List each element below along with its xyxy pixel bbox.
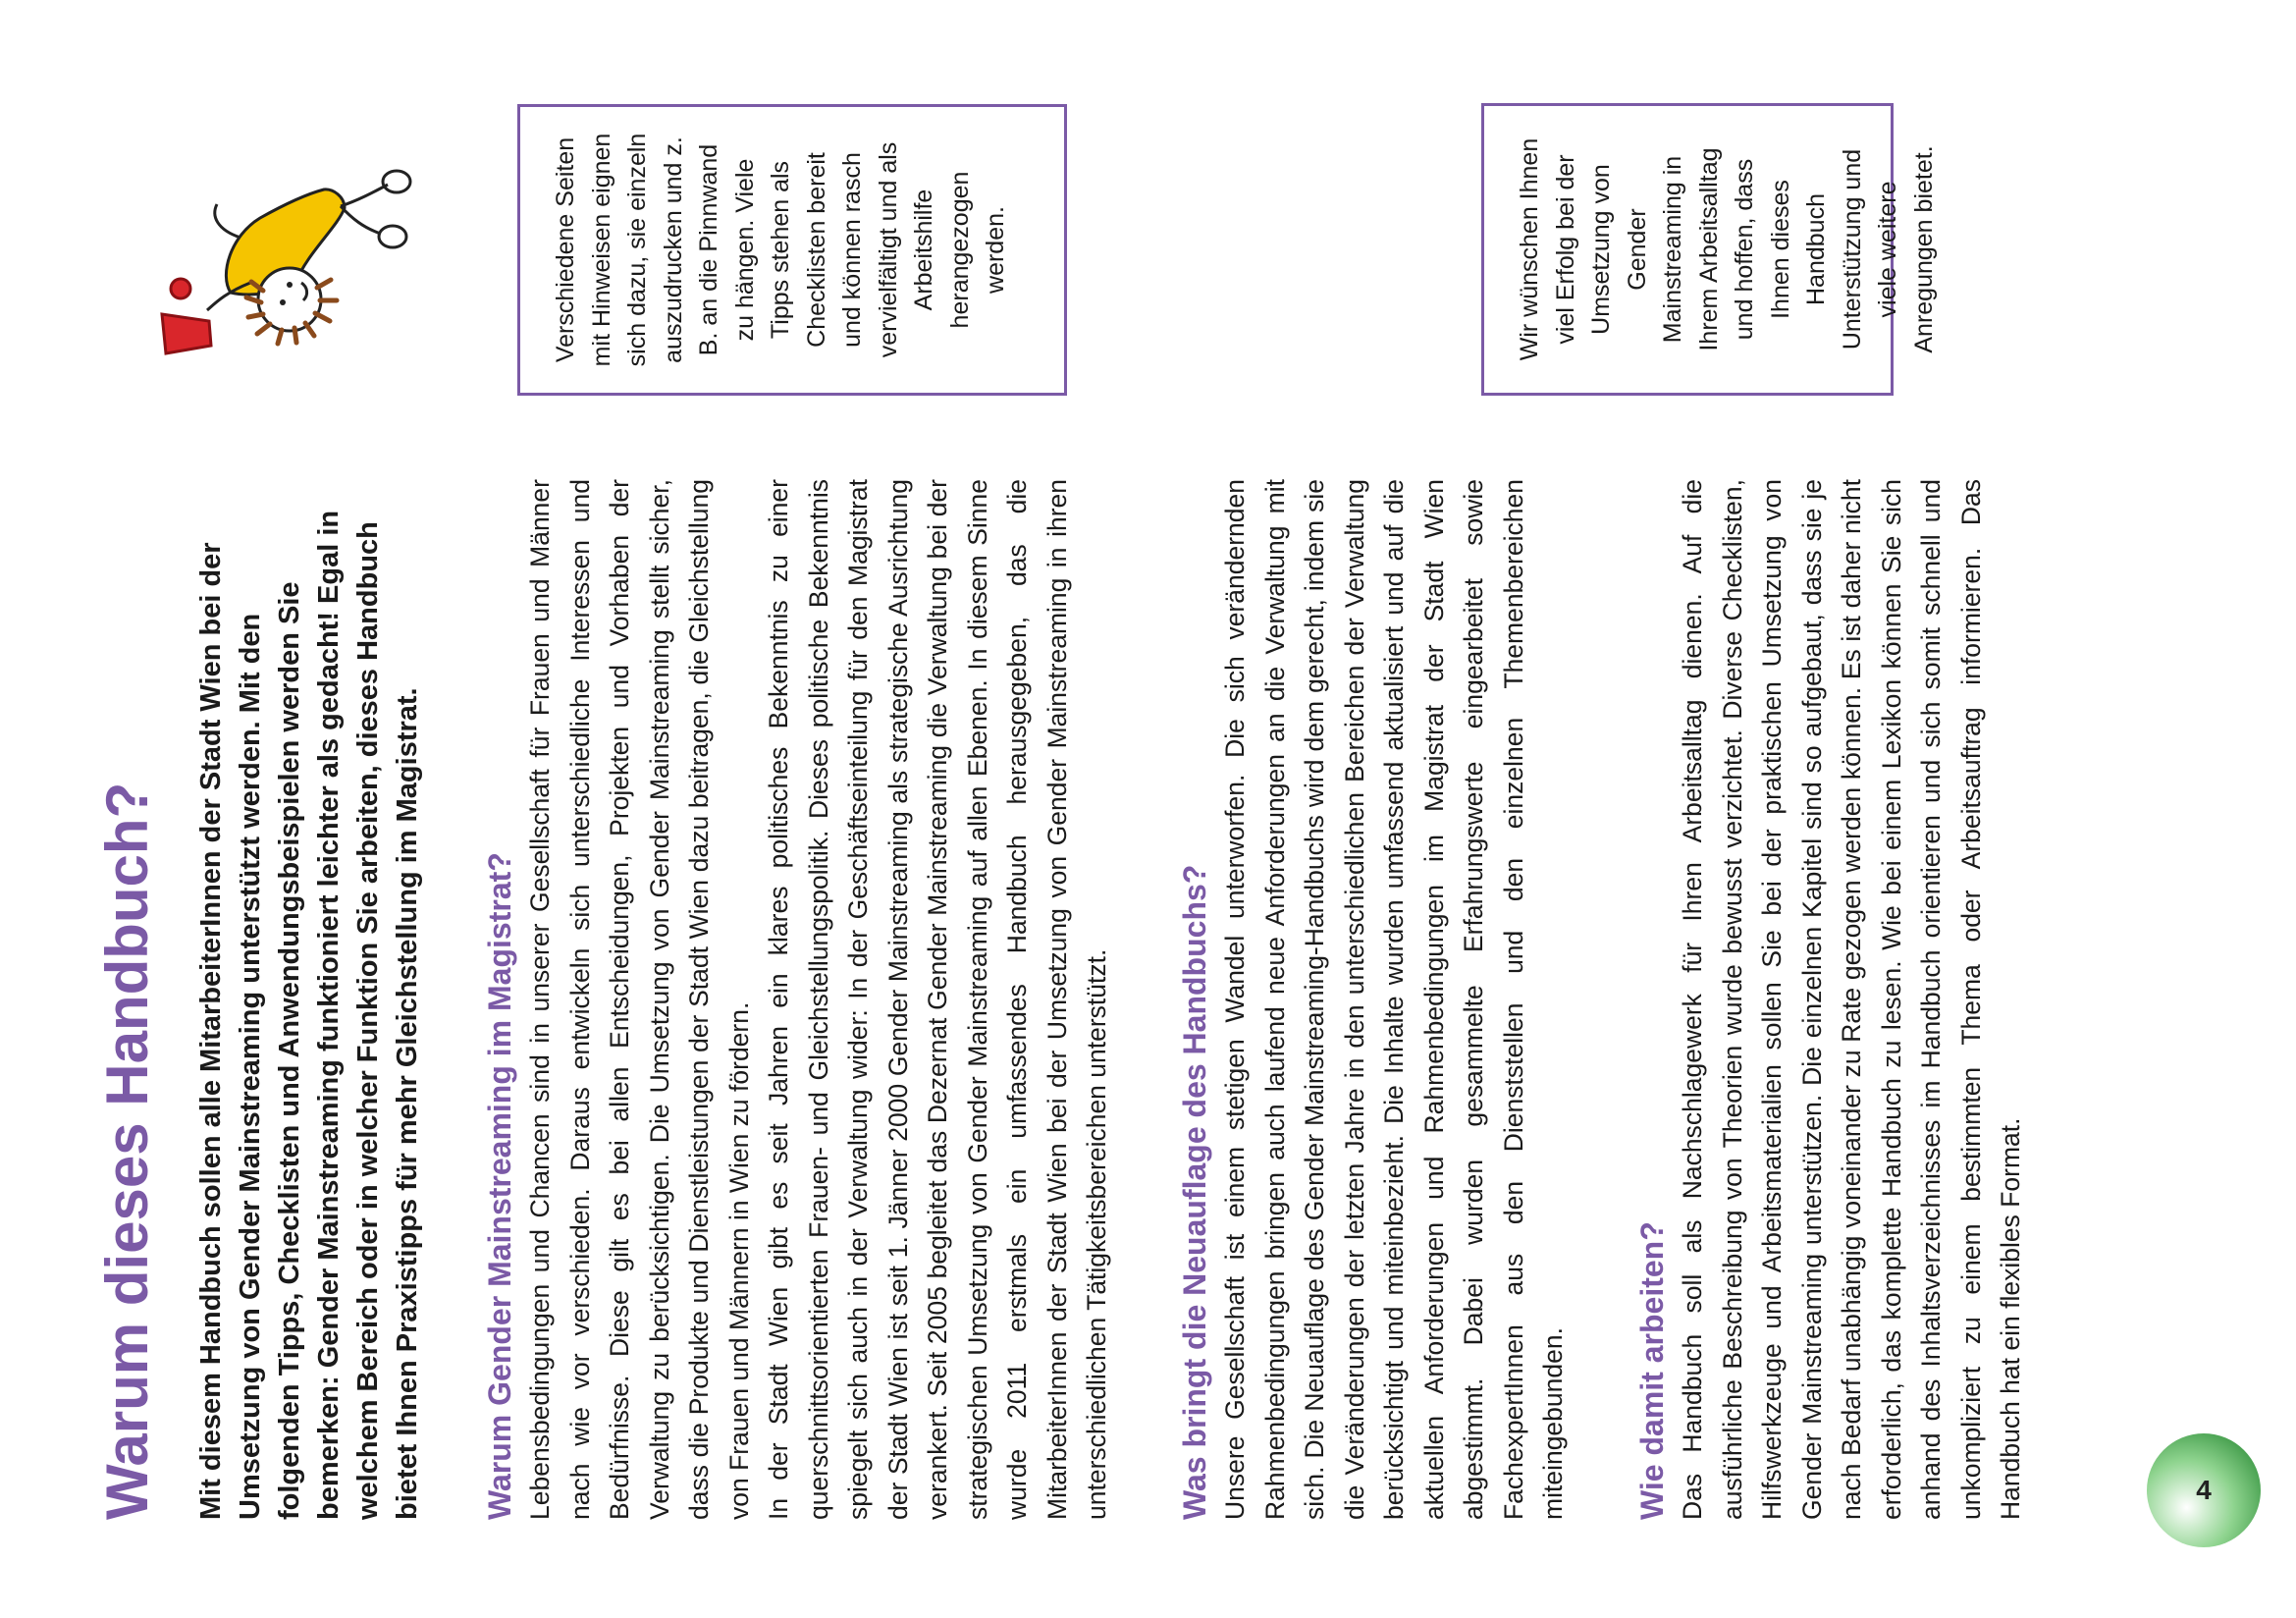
tip-box-wuensche: Wir wünschen Ihnen viel Erfolg bei der Umsetzung von Gender Mainstreaming in Ihrem Arbeitsalltag und hoffen, dass Ihnen dieses Handbuch Unterstützung und viele weitere Anregungen bietet. [1481, 103, 1894, 396]
section-heading: Was bringt die Neuauflage des Handbuchs? [1177, 864, 1212, 1520]
section-heading: Wie damit arbeiten? [1634, 1221, 1670, 1520]
tip-box-ausdrucken: Verschiedene Seiten mit Hinweisen eignen sich dazu, sie einzeln auszudrucken und z. B. an die Pinnwand zu hängen. Viele Tipps stehen als Checklisten bereit und können rasch vervielfältigt und als Arbeitshilfe herangezogen werden. [517, 104, 1067, 396]
page-number: 4 [2196, 1475, 2212, 1505]
section-paragraph: Unsere Gesellschaft ist einem stetigen Wandel unterworfen. Die sich verändernden Rahmenbedingungen bringen auch laufend neue Anforderungen an die Verwaltung mit sich. Die Neuauflage des Gender Mainstreaming-Handbuchs wird dem gerecht, indem sie die Veränderungen der letzten Jahre in den unterschiedlichen Bereichen der Verwaltung berücksichtigt und miteinbezieht. Die Inhalte wurden umfassend aktualisiert und auf die aktuellen Anforderungen und Rahmenbedingungen im Magistrat der Stadt Wien abgestimmt. Dabei wurden gesammelte Erfahrungswerte eingearbeitet sowie FachexpertInnen aus den Dienststellen und den einzelnen Themenbereichen miteingebunden. [1220, 479, 1568, 1520]
section-paragraph: Lebensbedingungen und Chancen sind in unserer Gesellschaft für Frauen und Männer nach wie vor verschieden. Daraus entwickeln sich unterschiedliche Interessen und Bedürfnisse. Diese gilt es bei allen Entscheidungen, Projekten und Vorhaben der Verwaltung zu berücksichtigen. Die Umsetzung von Gender Mainstreaming stellt sicher, dass die Produkte und Dienstleistungen der Stadt Wien dazu beitragen, die Gleichstellung von Frauen und Männern in Wien zu fördern. [525, 479, 754, 1520]
intro-paragraph: Mit diesem Handbuch sollen alle MitarbeiterInnen der Stadt Wien bei der Umsetzung von Gender Mainstreaming unterstützt werden. Mit den folgenden Tipps, Checklisten und Anwendungsbeispielen werden Sie bemerken: Gender Mainstreaming funktioniert leichter als gedacht! Egal in welchem Bereich oder in welcher Funktion Sie arbeiten, dieses Handbuch bietet Ihnen Praxistipps für mehr Gleichstellung im Magistrat. [195, 510, 423, 1520]
section-warum-gender-mainstreaming [479, 479, 1117, 1520]
section-paragraph: Das Handbuch soll als Nachschlagewerk für Ihren Arbeitsalltag dienen. Auf die ausführliche Beschreibung von Theorien wurde bewusst verzichtet. Diverse Checklisten, Hilfswerkzeuge und Arbeitsmaterialien sollen Sie bei der praktischen Umsetzung von Gender Mainstreaming unterstützen. Die einzelnen Kapitel sind so aufgebaut, dass sie je nach Bedarf unabhängig voneinander zu Rate gezogen werden können. Es ist daher nicht erforderlich, das komplette Handbuch zu lesen. Wie bei einem Lexikon können Sie sich anhand des Inhaltsverzeichnisses im Handbuch orientieren und sich somit schnell und unkompliziert zu einem bestimmten Thema oder Arbeitsauftrag informieren. Das Handbuch hat ein flexibles Format. [1678, 479, 2025, 1520]
section-heading: Warum Gender Mainstreaming im Magistrat? [482, 852, 517, 1520]
page-title: Warum dieses Handbuch? [94, 782, 160, 1520]
section-paragraph: In der Stadt Wien gibt es seit Jahren ein klares politisches Bekenntnis zu einer querschnittsorientierten Frauen- und Gleichstellungspolitik. Dieses politische Bekenntnis spiegelt sich auch in der Verwaltung wider: In der Geschäftseinteilung für den Magistrat der Stadt Wien ist seit 1. Jänner 2000 Gender Mainstreaming als strategische Ausrichtung verankert. Seit 2005 begleitet das Dezernat Gender Mainstreaming die Verwaltung bei der strategischen Umsetzung von Gender Mainstreaming auf allen Ebenen. In diesem Sinne wurde 2011 erstmals ein umfassendes Handbuch herausgegeben, das die MitarbeiterInnen der Stadt Wien bei der Umsetzung von Gender Mainstreaming in ihren unterschiedlichen Tätigkeitsbereichen unterstützt. [764, 479, 1111, 1520]
section-wie-damit-arbeiten [1631, 479, 2031, 1520]
section-neuauflage [1174, 479, 1574, 1520]
exclamation-mark-icon [162, 279, 211, 353]
mascot-figure-icon [123, 145, 427, 440]
